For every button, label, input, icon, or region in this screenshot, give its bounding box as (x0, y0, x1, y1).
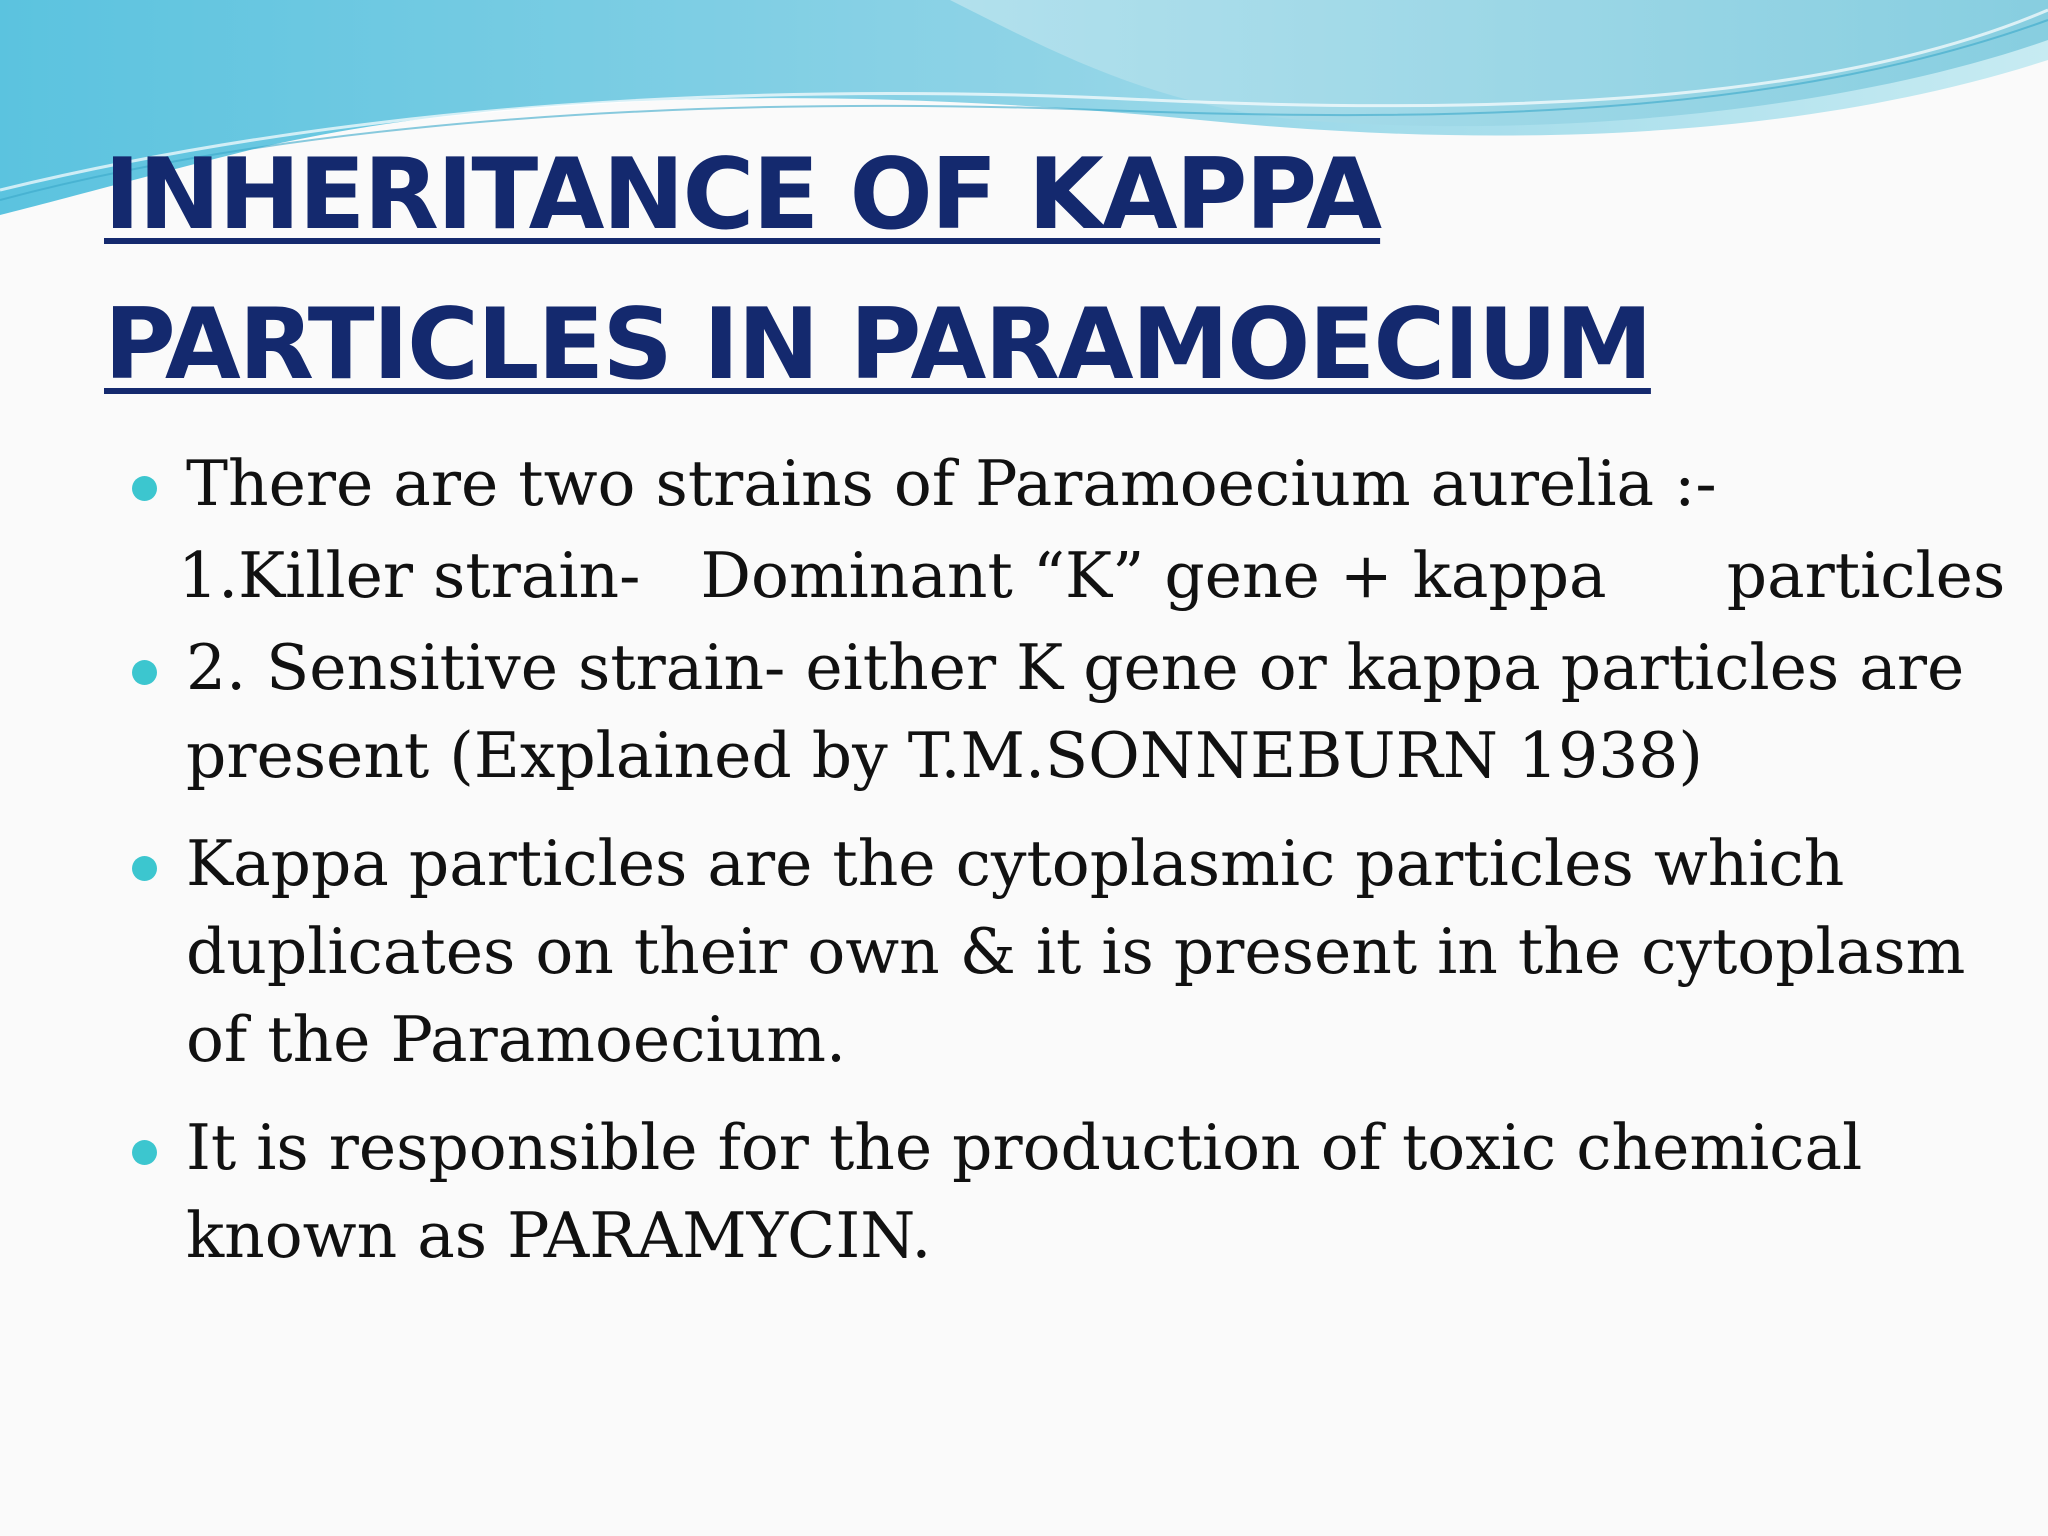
bullet-text: There are two strains of Paramoecium aurelia :- (186, 447, 1717, 520)
page-title (104, 120, 1904, 420)
bullet-text: 2. Sensitive strain- either K gene or kappa particles are present (Explained by T.M.SONNEBURN 1938) (186, 631, 1965, 792)
bullet-dot-icon (132, 1140, 157, 1165)
bullet-item (128, 624, 2008, 800)
bullet-text: Kappa particles are the cytoplasmic particles which duplicates on their own & it is present in the cytoplasm of the Paramoecium. (186, 827, 1966, 1076)
bullet-dot-icon (132, 856, 157, 881)
bullet-dot-icon (132, 660, 157, 685)
killer-strain-line: 1.Killer strain- Dominant “K” gene + kappa particles (178, 539, 2006, 612)
title-line-2: PARTICLES IN PARAMOECIUM (104, 288, 1651, 402)
bullet-item (128, 1104, 2008, 1280)
bullet-list (128, 440, 2008, 1280)
title-line-1: INHERITANCE OF KAPPA (104, 138, 1381, 252)
bullet-item (128, 440, 2008, 528)
bullet-dot-icon (132, 476, 157, 501)
bullet-text: It is responsible for the production of toxic chemical known as PARAMYCIN. (186, 1111, 1863, 1272)
bullet-item (128, 820, 2008, 1084)
